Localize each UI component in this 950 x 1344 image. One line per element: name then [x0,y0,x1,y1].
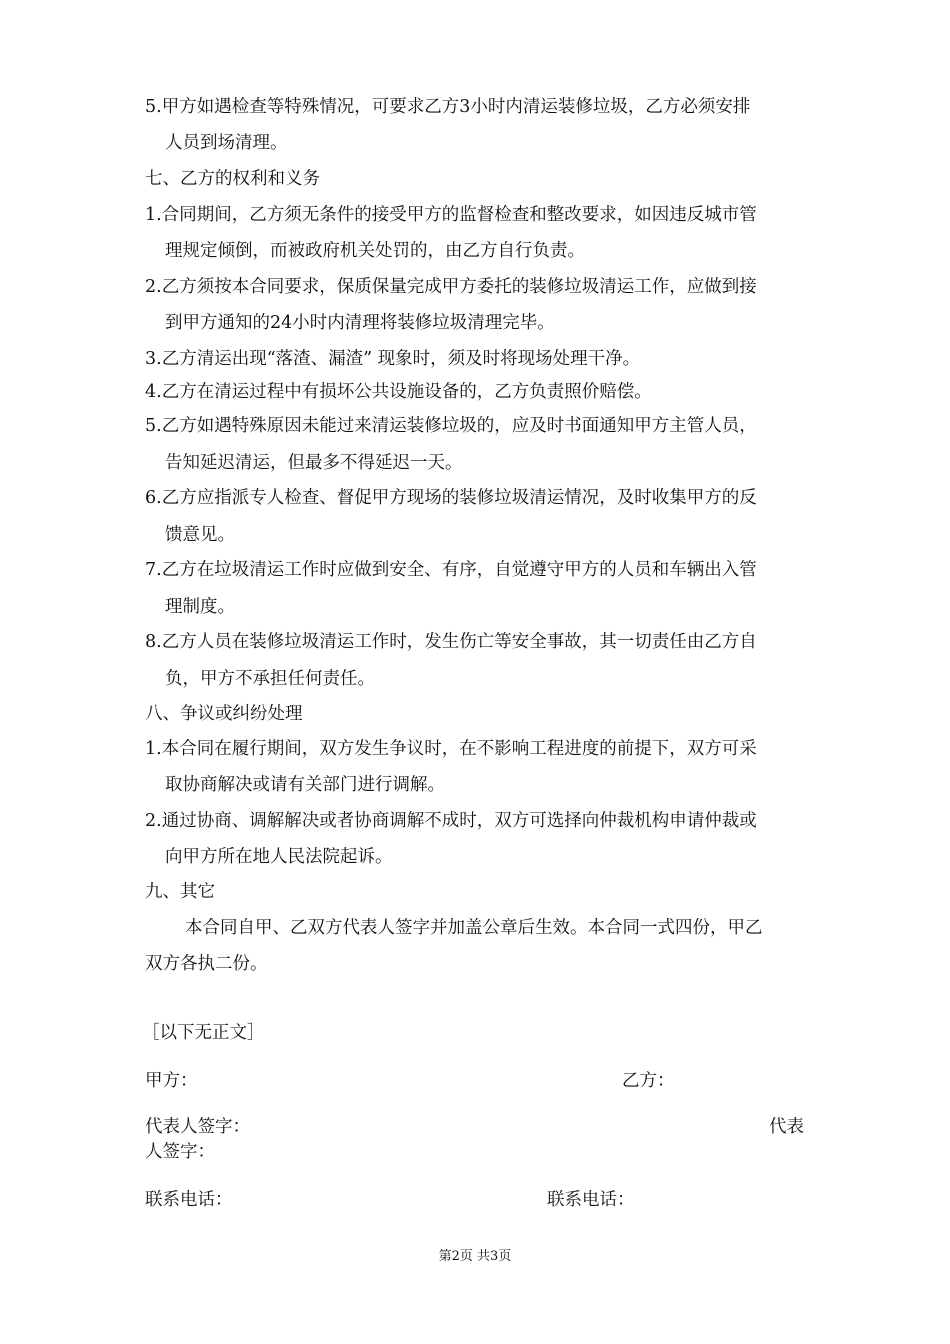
page-number-footer: 第2页 共3页 [438,1249,512,1264]
s7-item8-line1: 8.乙方人员在装修垃圾清运工作时，发生伤亡等安全事故，其一切责任由乙方自 [145,632,757,652]
rep-b-signature-label-part1: 代表 [769,1117,804,1137]
end-note: ［以下无正文］ [142,1023,265,1043]
s7-item6-line1: 6.乙方应指派专人检查、督促甲方现场的装修垃圾清运情况，及时收集甲方的反 [145,488,757,508]
party-b-label: 乙方： [622,1071,675,1091]
s6-item5-line1: 5.甲方如遇检查等特殊情况，可要求乙方3小时内清运装修垃圾，乙方必须安排 [145,97,751,117]
rep-b-signature-label-part2: 人签字： [145,1142,215,1162]
s7-item1-line2: 理规定倾倒，而被政府机关处罚的，由乙方自行负责。 [165,241,585,261]
s7-item3-line1: 3.乙方清运出现“落渣、漏渣” 现象时，须及时将现场处理干净。 [145,349,641,369]
s7-item6-line2: 馈意见。 [165,525,235,545]
s8-item1-line2: 取协商解决或请有关部门进行调解。 [165,775,445,795]
phone-a-label: 联系电话： [145,1190,233,1210]
s8-item2-line1: 2.通过协商、调解解决或者协商调解不成时，双方可选择向仲裁机构申请仲裁或 [145,811,757,831]
s7-item1-line1: 1.合同期间，乙方须无条件的接受甲方的监督检查和整改要求，如因违反城市管 [145,205,757,225]
section8-heading: 八、争议或纠纷处理 [145,704,303,724]
s8-item2-line2: 向甲方所在地人民法院起诉。 [165,847,393,867]
s7-item4-line1: 4.乙方在清运过程中有损坏公共设施设备的，乙方负责照价赔偿。 [145,382,652,402]
s7-item2-line1: 2.乙方须按本合同要求，保质保量完成甲方委托的装修垃圾清运工作，应做到接 [145,277,757,297]
s6-item5-line2: 人员到场清理。 [165,133,288,153]
s9-paragraph-line2: 双方各执二份。 [145,954,268,974]
s9-paragraph-line1: 本合同自甲、乙双方代表人签字并加盖公章后生效。本合同一式四份，甲乙 [185,918,763,938]
section9-heading: 九、其它 [145,882,215,902]
s8-item1-line1: 1.本合同在履行期间，双方发生争议时，在不影响工程进度的前提下，双方可采 [145,739,757,759]
s7-item5-line1: 5.乙方如遇特殊原因未能过来清运装修垃圾的，应及时书面通知甲方主管人员， [145,416,757,436]
s7-item5-line2: 告知延迟清运，但最多不得延迟一天。 [165,453,463,473]
rep-a-signature-label: 代表人签字： [145,1117,250,1137]
section7-heading: 七、乙方的权利和义务 [145,169,320,189]
s7-item7-line1: 7.乙方在垃圾清运工作时应做到安全、有序，自觉遵守甲方的人员和车辆出入管 [145,560,757,580]
s7-item7-line2: 理制度。 [165,597,235,617]
s7-item8-line2: 负，甲方不承担任何责任。 [165,669,375,689]
s7-item2-line2: 到甲方通知的24小时内清理将装修垃圾清理完毕。 [165,313,555,333]
phone-b-label: 联系电话： [547,1190,635,1210]
party-a-label: 甲方： [145,1071,198,1091]
